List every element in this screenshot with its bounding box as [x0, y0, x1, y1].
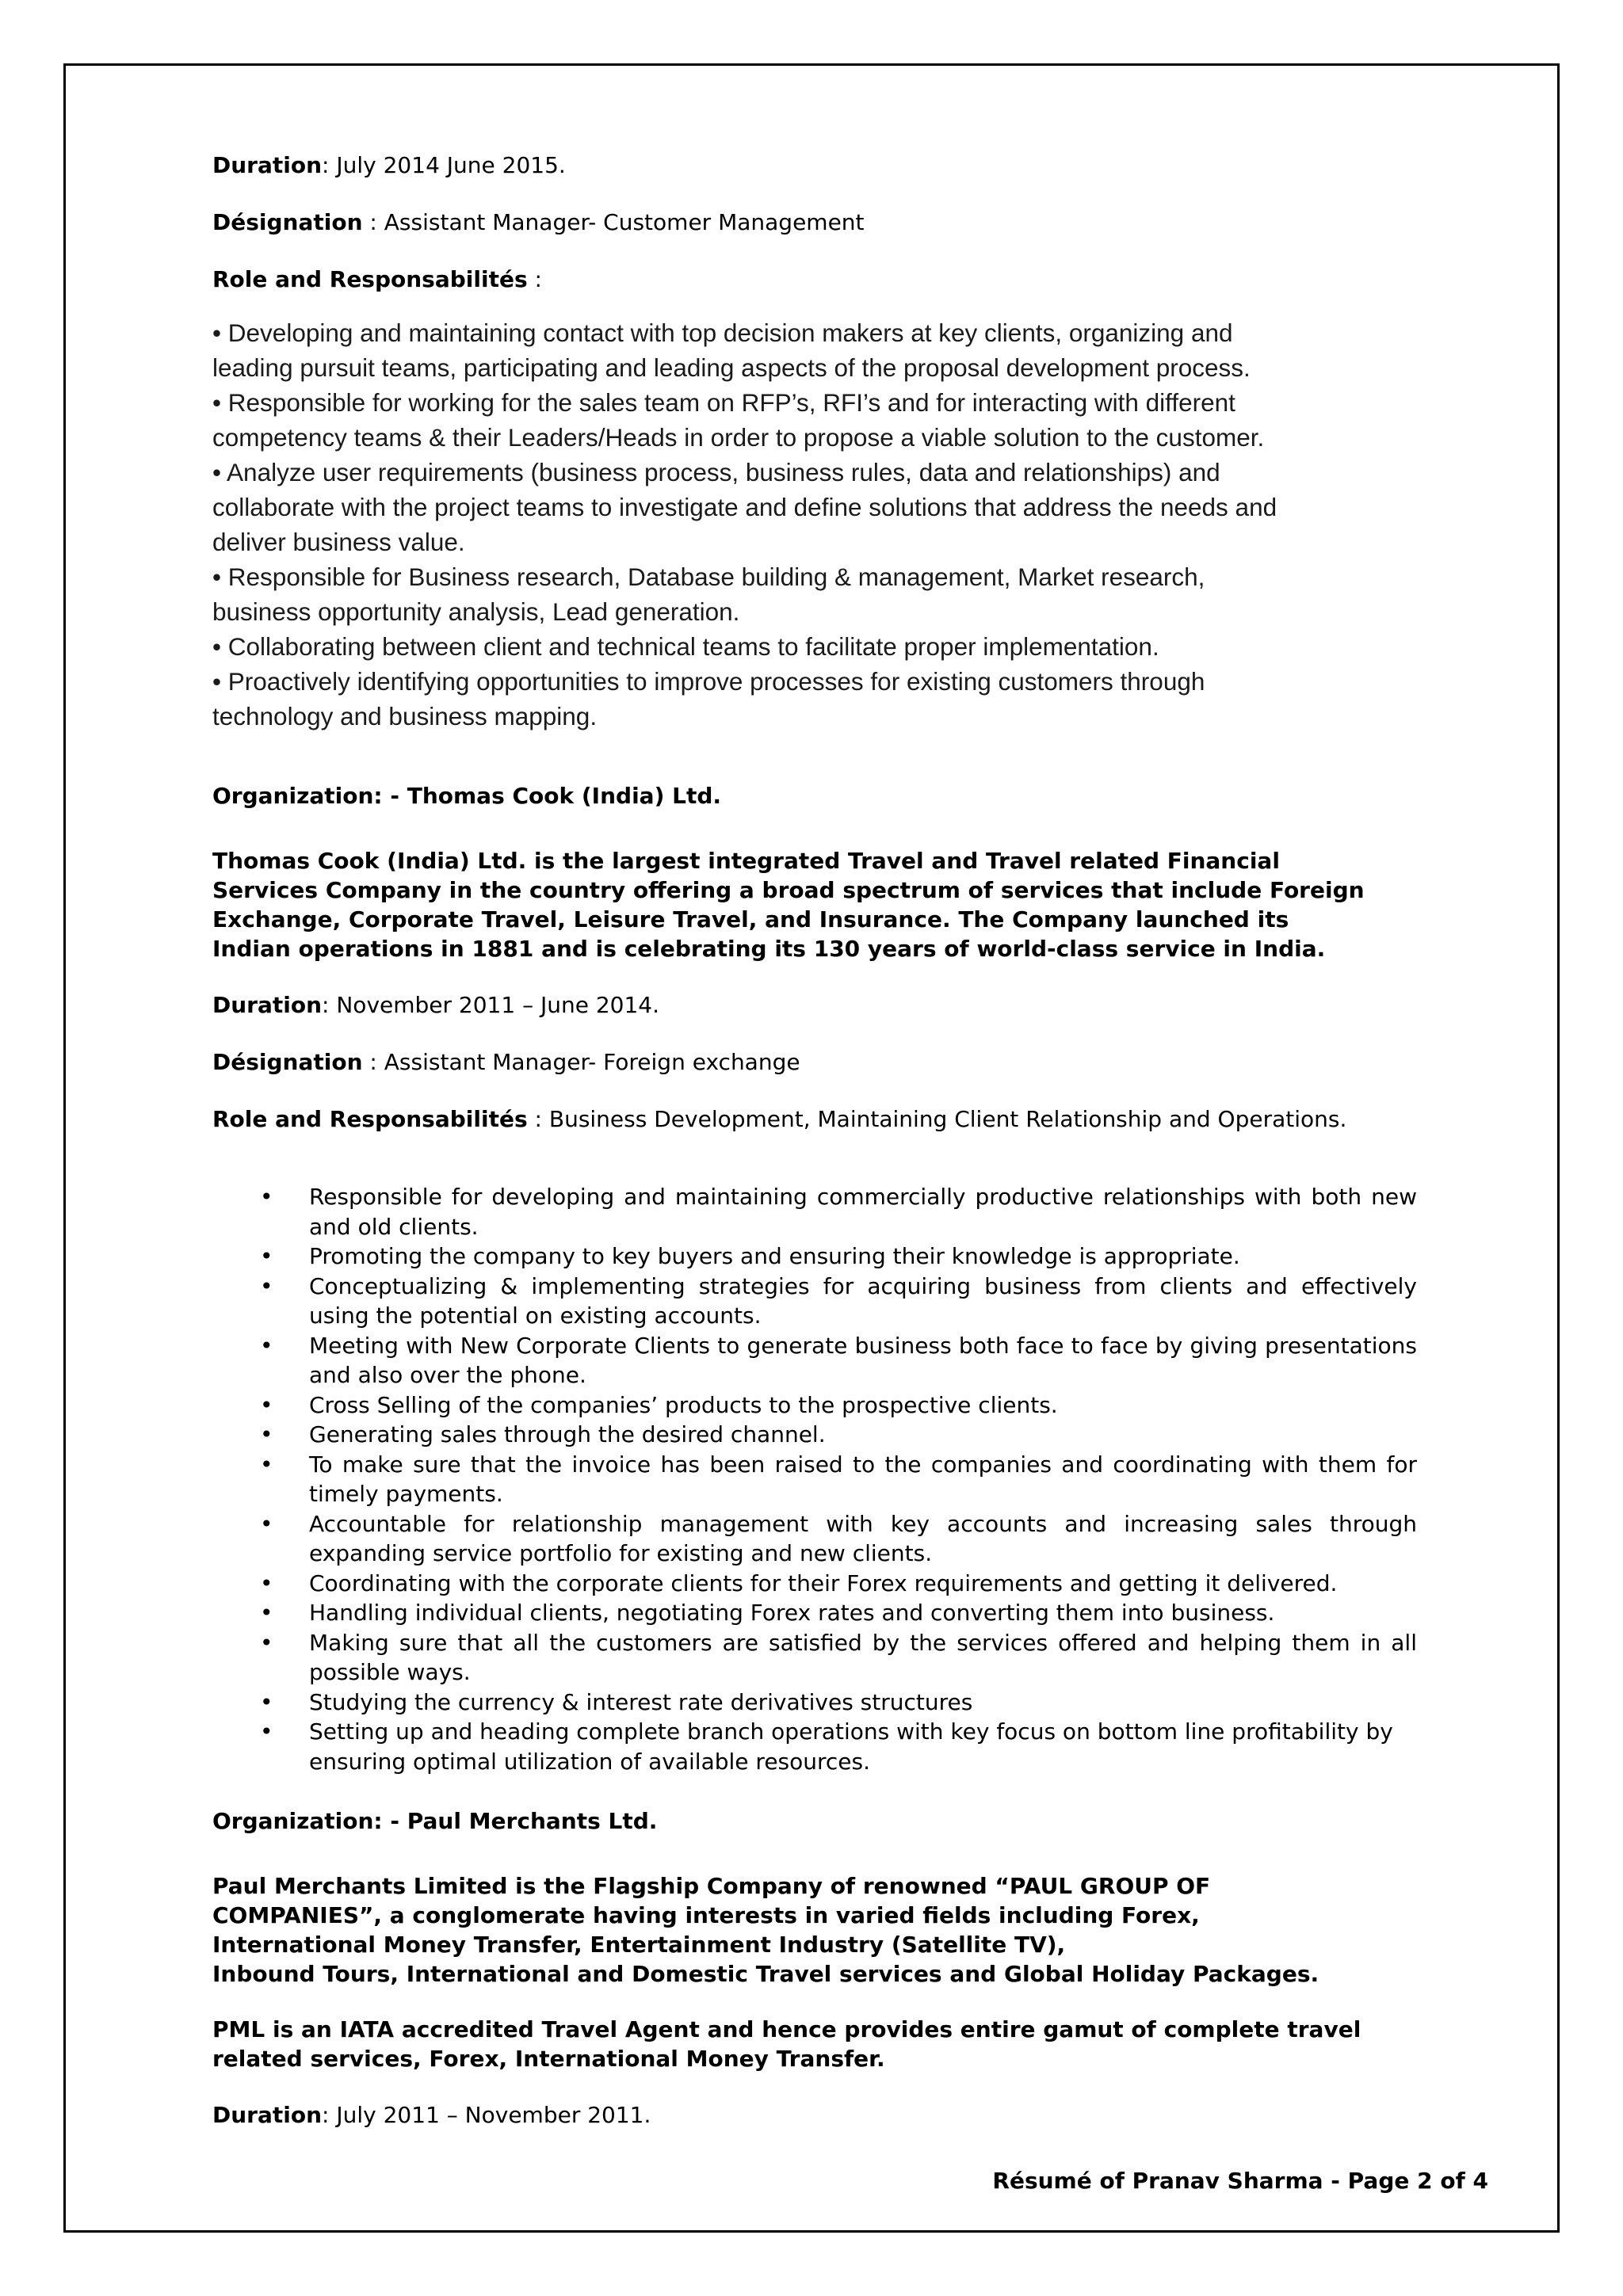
- description-line: Paul Merchants Limited is the Flagship Company of renowned “PAUL GROUP OF: [212, 1873, 1211, 1899]
- list-item: • Meeting with New Corporate Clients to generate business both face to face by giving presentations and also over the phone.: [260, 1332, 1417, 1388]
- page-footer: Résumé of Pranav Sharma - Page 2 of 4: [992, 2168, 1488, 2194]
- list-item: • Responsible for Business research, Database building & management, Market research,: [212, 563, 1205, 591]
- roles-line-1: [212, 265, 1417, 295]
- description-line: Indian operations in 1881 and is celebrating its 130 years of world-class service in India.: [212, 936, 1326, 962]
- roles-value: : Business Development, Maintaining Client Relationship and Operations.: [527, 1106, 1347, 1132]
- list-item: deliver business value.: [212, 528, 465, 556]
- duration-label: Duration: [212, 152, 323, 178]
- description-line: related services, Forex, International Money Transfer.: [212, 2046, 885, 2072]
- duration-label: Duration: [212, 992, 323, 1018]
- bullet-icon: •: [260, 1600, 273, 1626]
- designation-line-1: [212, 208, 1417, 238]
- description-line: Inbound Tours, International and Domestic Travel services and Global Holiday Packages.: [212, 1961, 1319, 1987]
- list-item: • Setting up and heading complete branch operations with key focus on bottom line profitability by ensuring optimal utilization of available resources.: [260, 1718, 1393, 1775]
- bullet-icon: •: [260, 1569, 273, 1596]
- duration-value: : July 2011 – November 2011.: [322, 2102, 651, 2128]
- designation-value: : Assistant Manager- Customer Management: [362, 209, 865, 235]
- list-item: • To make sure that the invoice has been raised to the companies and coordinating with them for timely payments.: [260, 1451, 1417, 1507]
- list-item: • Cross Selling of the companies’ products to the prospective clients.: [212, 1390, 1417, 1421]
- list-item: • Collaborating between client and technical teams to facilitate proper implementation.: [212, 632, 1159, 661]
- list-item: • Making sure that all the customers are satisfied by the services offered and helping them in all possible ways.: [260, 1629, 1417, 1685]
- org-description-thomas-cook: [212, 846, 1417, 963]
- bullet-icon: •: [260, 1510, 273, 1537]
- bullet-icon: •: [260, 1272, 273, 1299]
- duration-line-3: [212, 2100, 1417, 2130]
- description-line: PML is an IATA accredited Travel Agent and hence provides entire gamut of complete travel: [212, 2016, 1361, 2042]
- description-line: Services Company in the country offering a broad spectrum of services that include Foreign: [212, 877, 1365, 903]
- org-heading-paul-merchants: Organization: - Paul Merchants Ltd.: [212, 1808, 658, 1834]
- list-item: • Studying the currency & interest rate derivatives structures: [212, 1688, 1417, 1718]
- responsibilities-list-2: [212, 1182, 1417, 1776]
- list-item: leading pursuit teams, participating and leading aspects of the proposal development process.: [212, 353, 1251, 382]
- list-item: • Responsible for working for the sales team on RFP’s, RFI’s and for interacting with different: [212, 388, 1235, 417]
- list-item: • Conceptualizing & implementing strategies for acquiring business from clients and effectively using the potential on existing accounts.: [260, 1272, 1417, 1329]
- designation-label: Désignation: [212, 209, 363, 235]
- list-item: • Generating sales through the desired channel.: [212, 1420, 1417, 1450]
- duration-value: : July 2014 June 2015.: [322, 152, 566, 178]
- roles-value: :: [527, 266, 542, 292]
- bullet-icon: •: [260, 1688, 273, 1715]
- list-item-continuation: ensuring optimal utilization of available resources.: [309, 1748, 871, 1775]
- list-item: • Proactively identifying opportunities to improve processes for existing customers through: [212, 667, 1205, 696]
- bullet-icon: •: [260, 1391, 273, 1418]
- bullet-icon: •: [260, 1184, 273, 1210]
- bullet-icon: •: [260, 1332, 273, 1359]
- bullet-icon: •: [260, 1451, 273, 1478]
- roles-line-2: [212, 1104, 1417, 1135]
- list-item: • Handling individual clients, negotiating Forex rates and converting them into business.: [212, 1598, 1417, 1628]
- bullet-icon: •: [260, 1718, 273, 1745]
- designation-line-2: [212, 1047, 1417, 1077]
- list-item: • Promoting the company to key buyers and ensuring their knowledge is appropriate.: [212, 1241, 1417, 1272]
- description-line: International Money Transfer, Entertainment Industry (Satellite TV),: [212, 1932, 1066, 1958]
- bullet-icon: •: [260, 1629, 273, 1656]
- duration-value: : November 2011 – June 2014.: [322, 992, 660, 1018]
- list-item: • Developing and maintaining contact with top decision makers at key clients, organizing and: [212, 318, 1233, 347]
- pml-description: [212, 2015, 1417, 2073]
- roles-label: Role and Responsabilités: [212, 266, 528, 292]
- description-line: Exchange, Corporate Travel, Leisure Travel, and Insurance. The Company launched its: [212, 906, 1289, 933]
- designation-value: : Assistant Manager- Foreign exchange: [362, 1049, 800, 1075]
- duration-line-2: [212, 990, 1417, 1020]
- list-item: • Accountable for relationship management with key accounts and increasing sales through expanding service portfolio for existing and new clients.: [260, 1510, 1417, 1566]
- list-item: • Coordinating with the corporate clients for their Forex requirements and getting it delivered.: [212, 1569, 1417, 1599]
- list-item: • Analyze user requirements (business process, business rules, data and relationships) and: [212, 458, 1220, 486]
- list-item: • Responsible for developing and maintaining commercially productive relationships with both new and old clients.: [260, 1184, 1417, 1240]
- description-line: COMPANIES”, a conglomerate having interests in varied fields including Forex,: [212, 1902, 1200, 1928]
- duration-label: Duration: [212, 2102, 323, 2128]
- responsibilities-list-1: [212, 315, 1417, 734]
- list-item: collaborate with the project teams to investigate and define solutions that address the needs and: [212, 493, 1277, 521]
- description-line: Thomas Cook (India) Ltd. is the largest integrated Travel and Travel related Financial: [212, 848, 1280, 874]
- resume-content: [212, 151, 1417, 2157]
- list-item: competency teams & their Leaders/Heads in order to propose a viable solution to the customer.: [212, 423, 1265, 452]
- org-description-paul-merchants: [212, 1871, 1417, 1989]
- org-heading-thomas-cook: Organization: - Thomas Cook (India) Ltd.: [212, 783, 722, 809]
- designation-label: Désignation: [212, 1049, 363, 1075]
- list-item: business opportunity analysis, Lead generation.: [212, 597, 740, 626]
- duration-line-1: [212, 151, 1417, 181]
- list-item: technology and business mapping.: [212, 702, 598, 730]
- bullet-icon: •: [260, 1421, 273, 1447]
- roles-label: Role and Responsabilités: [212, 1106, 528, 1132]
- bullet-icon: •: [260, 1243, 273, 1269]
